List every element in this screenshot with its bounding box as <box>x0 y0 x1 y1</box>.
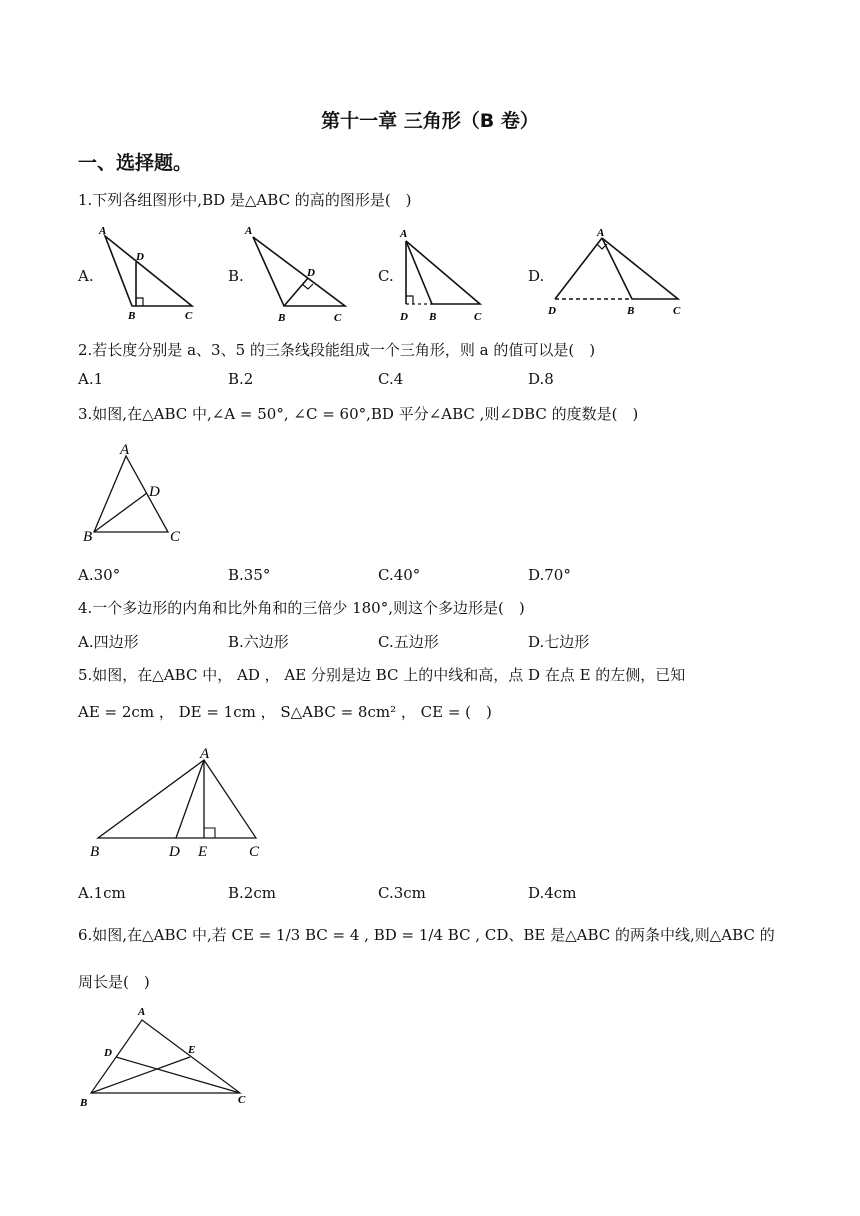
q1-option-a-label: A. <box>78 267 94 285</box>
q6-label-b: B <box>80 1097 88 1109</box>
q1b-label-d: D <box>307 267 315 279</box>
question-2-stem: 2.若长度分别是 a、3、5 的三条线段能组成一个三角形，则 a 的值可以是( ) <box>78 341 596 359</box>
q1-option-b-label: B. <box>228 267 244 285</box>
q6-label-a: A <box>138 1006 146 1018</box>
q3-label-d: D <box>149 484 160 500</box>
q1b-label-b: B <box>278 312 286 322</box>
q1c-label-a: A <box>400 228 408 240</box>
q6-label-c: C <box>238 1094 246 1106</box>
q1a-label-c: C <box>185 310 193 322</box>
q2-option-d: D.8 <box>528 370 554 388</box>
q1a-label-a: A <box>99 225 107 237</box>
q5-label-c: C <box>249 844 260 860</box>
q1d-label-a: A <box>597 227 605 239</box>
q1a-label-b: B <box>128 310 136 322</box>
q3-figure <box>80 440 190 550</box>
q3-option-c: C.40° <box>378 566 421 584</box>
q3-option-d: D.70° <box>528 566 571 584</box>
q1c-label-c: C <box>474 311 482 322</box>
q5-label-d: D <box>169 844 180 860</box>
question-1-stem: 1.下列各组图形中,BD 是△ABC 的高的图形是( ) <box>78 191 412 209</box>
q3-option-a: A.30° <box>78 566 121 584</box>
page-title: 第十一章 三角形（B 卷） <box>321 110 539 132</box>
q4-option-a: A.四边形 <box>78 633 139 651</box>
q1c-label-b: B <box>429 311 437 322</box>
q5-option-a: A.1cm <box>78 884 126 902</box>
q4-option-d: D.七边形 <box>528 633 590 651</box>
q1b-label-a: A <box>245 225 253 237</box>
q1d-label-d: D <box>548 305 556 317</box>
q3-option-b: B.35° <box>228 566 271 584</box>
question-5-stem-line2: AE = 2cm ， DE = 1cm ， S△ABC = 8cm² ， CE = ( ) <box>78 703 492 721</box>
q4-option-c: C.五边形 <box>378 633 439 651</box>
question-5-stem-line1: 5.如图，在△ABC 中， AD ， AE 分别是边 BC 上的中线和高，点 D 在点 E 的左侧，已知 <box>78 666 686 684</box>
q1a-label-d: D <box>136 251 144 263</box>
q1-figure-a <box>96 222 202 322</box>
question-6-stem-line2: 周长是( ) <box>78 973 150 991</box>
question-3-stem: 3.如图,在△ABC 中,∠A = 50°, ∠C = 60°,BD 平分∠ABC ,则∠DBC 的度数是( ) <box>78 405 639 423</box>
q5-figure <box>84 742 274 864</box>
q3-label-a: A <box>120 442 130 458</box>
q5-option-c: C.3cm <box>378 884 426 902</box>
q2-option-c: C.4 <box>378 370 404 388</box>
q1-option-d-label: D. <box>528 267 545 285</box>
section-heading: 一、选择题。 <box>78 152 193 174</box>
q2-option-b: B.2 <box>228 370 254 388</box>
q6-figure <box>74 1000 258 1112</box>
q1-figure-c <box>396 222 492 322</box>
q5-label-b: B <box>90 844 100 860</box>
question-6-stem-line1: 6.如图,在△ABC 中,若 CE = 1/3 BC = 4 , BD = 1/4 BC , CD、BE 是△ABC 的两条中线,则△ABC 的 <box>78 926 775 944</box>
q4-option-b: B.六边形 <box>228 633 289 651</box>
question-4-stem: 4.一个多边形的内角和比外角和的三倍少 180°,则这个多边形是( ) <box>78 599 525 617</box>
q1-figure-b <box>240 222 350 322</box>
q1d-label-c: C <box>673 305 681 317</box>
q5-option-b: B.2cm <box>228 884 276 902</box>
q6-label-e: E <box>188 1044 196 1056</box>
q6-label-d: D <box>104 1047 112 1059</box>
q3-label-c: C <box>170 529 181 545</box>
q1d-label-b: B <box>627 305 635 317</box>
q1-option-c-label: C. <box>378 267 394 285</box>
q1c-label-d: D <box>400 311 408 322</box>
q2-option-a: A.1 <box>78 370 104 388</box>
q5-label-e: E <box>198 844 208 860</box>
q3-label-b: B <box>83 529 93 545</box>
q1-figure-d <box>546 222 686 322</box>
q5-option-d: D.4cm <box>528 884 577 902</box>
q5-label-a: A <box>200 746 210 762</box>
q1b-label-c: C <box>334 312 342 322</box>
